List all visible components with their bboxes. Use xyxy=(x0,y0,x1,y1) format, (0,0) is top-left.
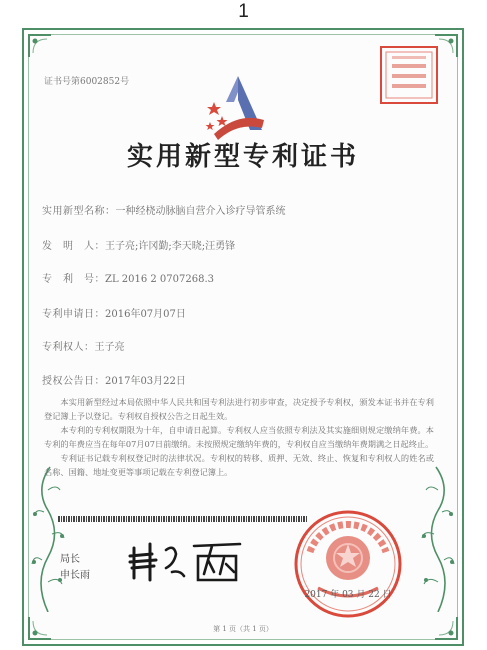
field-application-date xyxy=(42,305,186,320)
director-block xyxy=(60,552,90,584)
official-seal-icon xyxy=(292,508,404,620)
patent-certificate xyxy=(22,28,464,646)
page-marker: 1 xyxy=(238,1,249,22)
field-value: 王子亮 xyxy=(94,342,125,353)
vine-ornament-icon xyxy=(420,462,456,612)
field-patentee xyxy=(42,338,125,353)
certificate-body xyxy=(44,396,434,481)
field-value: 2016年07月07日 xyxy=(105,309,186,320)
corner-ornament-icon xyxy=(27,33,53,59)
field-label: 专利申请日： xyxy=(42,309,105,320)
patent-office-logo-icon xyxy=(204,72,270,144)
page-footer: 第 1 页（共 1 页） xyxy=(213,625,273,633)
field-value: 2017年03月22日 xyxy=(105,376,186,387)
field-value: 王子亮;许冈勤;李天晓;汪勇锋 xyxy=(105,241,236,252)
vine-ornament-icon xyxy=(30,462,66,612)
field-label: 专利权人： xyxy=(42,342,95,353)
body-paragraph: 专利证书记载专利权登记时的法律状况。专利权的转移、质押、无效、终止、恢复和专利权人的姓名或名称、国籍、地址变更等事项记载在专利登记簿上。 xyxy=(44,453,434,477)
director-signature-icon xyxy=(122,534,252,590)
field-label: 发 明 人： xyxy=(42,241,105,252)
field-label: 实用新型名称： xyxy=(42,206,116,217)
certificate-title: 实用新型专利证书 xyxy=(126,142,359,172)
field-patent-number xyxy=(42,270,214,285)
seal-date: 2017 年 03 月 22 日 xyxy=(304,590,392,600)
field-value: 一种经桡动脉脑自营介入诊疗导管系统 xyxy=(115,206,286,217)
certificate-number: 证书号第6002852号 xyxy=(44,77,130,87)
field-label: 专 利 号： xyxy=(42,274,105,285)
body-paragraph: 本实用新型经过本局依照中华人民共和国专利法进行初步审查，决定授予专利权，颁发本证书并在专利登记簿上予以登记。专利权自授权公告之日起生效。 xyxy=(44,397,434,421)
director-name: 申长雨 xyxy=(60,570,90,581)
field-utility-model-name xyxy=(42,202,286,217)
field-inventors xyxy=(42,237,235,252)
office-stamp-icon xyxy=(378,44,440,106)
director-title: 局长 xyxy=(60,554,80,565)
barcode-icon xyxy=(58,516,308,522)
field-grant-date xyxy=(42,372,186,387)
field-value: ZL 2016 2 0707268.3 xyxy=(105,274,215,285)
body-paragraph: 本专利的专利权期限为十年，自申请日起算。专利权人应当依照专利法及其实施细则规定缴纳年费。本专利的年费应当在每年07月07日前缴纳。未按照规定缴纳年费的，专利权自应当缴纳年费期满之日起终止。 xyxy=(44,425,434,449)
field-label: 授权公告日： xyxy=(42,376,105,387)
